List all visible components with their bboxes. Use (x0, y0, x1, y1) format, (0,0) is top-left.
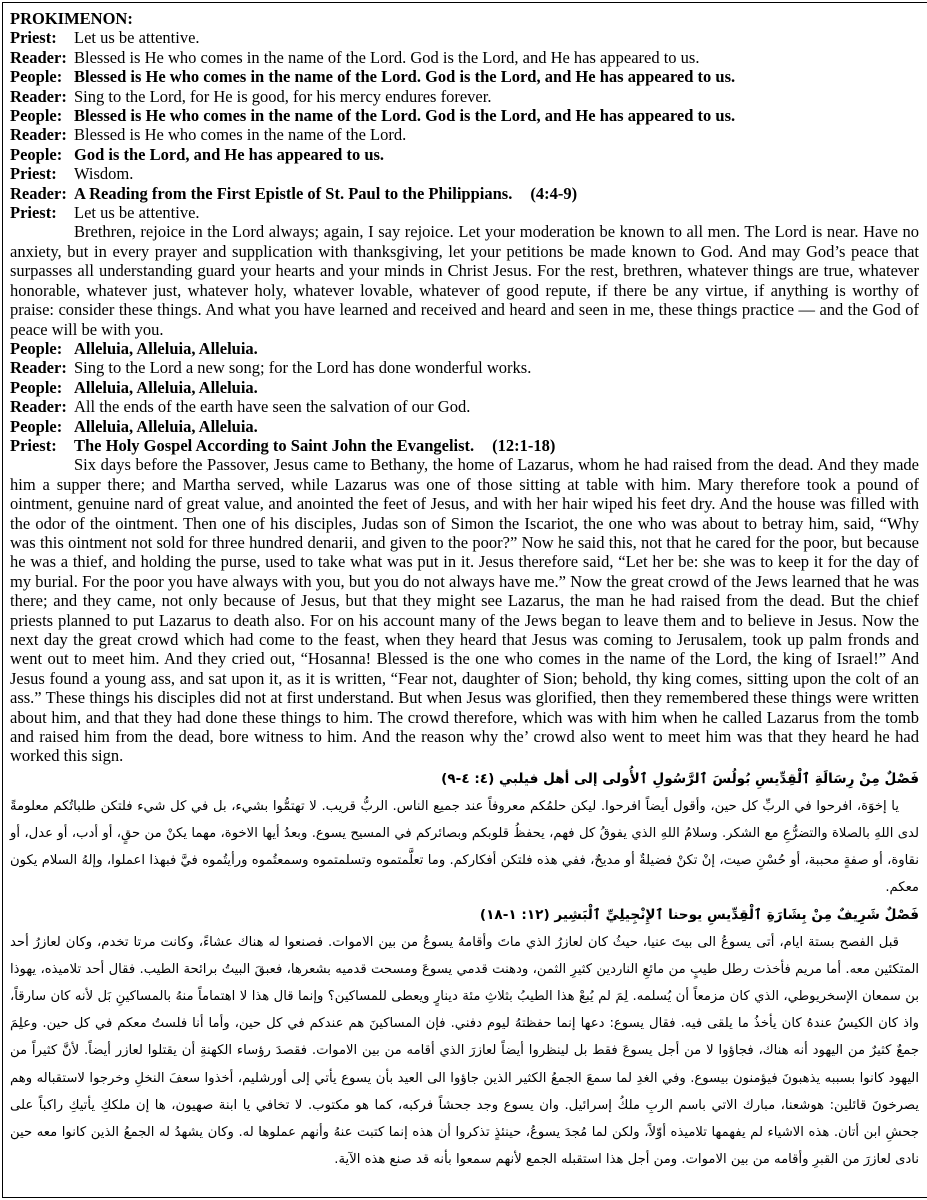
line-text: God is the Lord, and He has appeared to us. (74, 144, 385, 164)
line-text: Blessed is He who comes in the name of the Lord. God is the Lord, and He has appeared to us. (74, 47, 700, 67)
line-text: Alleluia, Alleluia, Alleluia. (74, 338, 258, 358)
epistle-title-text: A Reading from the First Epistle of St. Paul to the Philippians. (74, 183, 513, 203)
role-label: People: (10, 377, 63, 397)
role-label: People: (10, 144, 63, 164)
arabic-gospel-text: قبل الفصح بستة ايام، أتى يسوعُ الى بيتَ عنيا، حيثُ كان لعازرُ الذي ماتَ وأقامهُ يسوعُ من بين الاموات. فصنعوا له هناك عشاءً، وكانت مرتا تخدم، وكان لعازرُ أحد المتكئين معه. أما مريم فأخذت رطل طيبٍ من مائعِ الناردين كثيرِ الثمن، ودهنت قدمي يسوعَ ومسحت قدميه بشعرها، فعبقَ البيتُ برائحة الطيب. فقال أحد تلاميذه، يهوذا بن سمعان الإسخريوطي، الذي كان مزمعاً أن يُسلمه. لِمَ لم يُبعْ هذا الطيبُ بثلاثِ مئة دينارٍ ويعطى للمساكين؟ وإنما قال هذا لا اهتماماً منهُ بالمساكينِ بَل لأنه كان سارقاً، واذ كان الكيسُ عندهُ كان يأخذُ ما يلقى فيه. فقال يسوع: دعها إنما حفظتهُ ليوم دفني. فإن المساكينَ هم عندكم في كل حين، وأما أنا فلستُ معكم في كل حين. وعلِمَ جمعٌ كثيرٌ من اليهود أنه هناك، فجاؤوا لا من أجل يسوعَ فقط بل لينظروا أيضاً لعازرَ الذي أقامه من بين الاموات. فقصدَ رؤساء الكهنةِ أن يقتلوا لعازر أيضاً. لأنَّ كثيراً من اليهود كانوا بسببه يذهبونَ فيؤمنون بيسوع. وفي الغدِ لما سمعَ الجمعُ الكثير الذين جاؤوا الى العيد بأن يسوع يأتي إلى أورشليم، أخذوا سعفَ النخلِ وخرجوا لاستقباله وهم يصرخونَ قائلين: هوشعنا، مبارك الاتي باسم الربِ ملكُ إسرائيل. وان يسوع وجد جحشاً فركبه، كما هو مكتوب. لا تخافي يا ابنة صهيون، ها إن ملككِ يأتيكِ راكباً على جحشِ ابن أتان. هذه الاشياء لم يفهمها تلاميذه أوّلاً، ولكن لما مُجدَ يسوعُ، حينئذٍ تذكروا أن هذه إنما كتبت عنهُ وأنهم عملوها له. وكان يشهدُ له الجمعُ الذين كانوا معه حين نادى لعازرَ من القبرِ وأقامه من بين الاموات. ومن أجل هذا استقبله الجمع لأنهم سمعوا بأنه قد صنع هذه الآية. (10, 934, 919, 1168)
epistle-attend-line (10, 203, 919, 222)
line-text: Let us be attentive. (74, 203, 200, 223)
role-label: Priest: (10, 164, 57, 184)
dialogue-line (10, 417, 919, 436)
arabic-epistle-heading: فَصْلٌ مِنْ رِسَالَةِ ٱلْقِدِّيسِ بُولُسَ ٱلرَّسُولِ ٱلأُولى إلى أهل فيلبي (٤: ٤-٩) (441, 770, 919, 787)
dialogue-line (10, 67, 919, 86)
gospel-title-text: The Holy Gospel According to Saint John the Evangelist. (74, 435, 475, 455)
line-text: Sing to the Lord, for He is good, for his mercy endures forever. (74, 86, 492, 106)
dialogue-line (10, 378, 919, 397)
dialogue-line (10, 106, 919, 125)
dialogue-line (10, 339, 919, 358)
line-text: Blessed is He who comes in the name of the Lord. God is the Lord, and He has appeared to us. (74, 106, 736, 126)
role-label: Reader: (10, 47, 67, 67)
role-label: Reader: (10, 183, 67, 203)
role-label: Reader: (10, 86, 67, 106)
line-text: Wisdom. (74, 164, 134, 184)
epistle-title-line (10, 184, 919, 203)
dialogue-line (10, 397, 919, 416)
dialogue-line (10, 87, 919, 106)
role-label: People: (10, 67, 63, 87)
gospel-reference: (12:1-18) (492, 435, 556, 455)
role-label: People: (10, 416, 63, 436)
role-label: People: (10, 338, 63, 358)
role-label: Priest: (10, 28, 57, 48)
line-text: All the ends of the earth have seen the salvation of our God. (74, 397, 471, 417)
gospel-text: Six days before the Passover, Jesus came to Bethany, the home of Lazarus, whom he had raised from the dead. And they made him a supper there; and Martha served, while Lazarus was one of those sitting at table with him. Mary therefore took a pound of ointment, genuine nard of great value, and anointed the feet of Jesus, and with her hair wiped his feet dry. And the house was filled with the odor of the ointment. Then one of his disciples, Judas son of Simon the Iscariot, the one who was about to betray him, said, “Why was this ointment not sold for three hundred denarii, and given to the poor?” Now he said this, not that he cared for the poor, but because he was a thief, and holding the purse, used to take what was put in it. Jesus therefore said, “Let her be: she was to keep it for the day of my burial. For the poor you have always with you, but you do not always have me.” Now the great crowd of the Jews learned that he was there; and they came, not only because of Jesus, but that they might see Lazarus, the man he had raised from the dead. But the chief priests planned to put Lazarus to death also. For on his account many of the Jews began to leave them and to believe in Jesus. Now the next day the great crowd which had come to the feast, when they heard that Jesus was coming to Jerusalem, took up palm fronds and went out to meet him. And they cried out, “Hosanna! Blessed is the one who comes in the name of the Lord, the king of Israel!” And Jesus found a young ass, and sat upon it, as it is written, “Fear not, daughter of Sion; behold, thy king comes, sitting upon the colt of an ass.” These things his disciples did not at first understand. But when Jesus was glorified, then they remembered these things were written about him, and that they had done these things to him. The crowd therefore, which was with him when he called Lazarus from the tomb and raised him from the dead, bore witness to him. And the reason why the’ crowd also went to meet him was that they heard he had worked this sign. (10, 455, 919, 766)
line-text: Alleluia, Alleluia, Alleluia. (74, 416, 258, 436)
role-label: Reader: (10, 397, 67, 417)
prokimenon-heading: PROKIMENON: (10, 9, 133, 28)
prokimenon-lines (10, 28, 919, 183)
line-text: Let us be attentive. (74, 28, 200, 48)
arabic-epistle-text: يا إخوَة، افرحوا في الربِّ كل حين، وأقول أيضاً افرحوا. ليكن حلمُكم معروفاً عند جميع الناس. الربُّ قريب. لا تهتمُّوا بشيء، بل في كل شيء فلتكن طلباتُكم معلومةً لدى اللهِ بالصلاة والتضرُّعِ مع الشكر. وسلامُ اللهِ الذي يفوقُ كل فهم، يحفظُ قلوبكم وبصائركم في المسيح يسوع. وبعدُ أيها الاخوة، مهما يكنْ من حقٍ، أو أدب، أو عدل، أو نقاوة، أو صفةٍ محببة، أو حُسْنِ صيت، إنْ تكنْ فضيلةٌ أو مديحٌ، ففي هذه فلتكن أفكاركم. وما تعلَّمتموه وتسلمتموه وسمعتُموه ورأيتُموه فيَّ فبهذا اعملوا، وإلهُ السلام يكون معكم. (10, 798, 919, 896)
epistle-title (74, 184, 919, 203)
role-label: Priest: (10, 203, 57, 223)
epistle-text: Brethren, rejoice in the Lord always; again, I say rejoice. Let your moderation be known to all men. The Lord is near. Have no anxiety, but in every prayer and supplication with thanksgiving, let your petitions be made known to God. And may God’s peace that surpasses all understanding guard your hearts and your minds in Christ Jesus. For the rest, brethren, whatever things are true, whatever honorable, whatever just, whatever holy, whatever lovable, whatever of good repute, if there be any virtue, if anything is worthy of praise: consider these things. And what you have learned and received and heard and seen in me, these things practice — and the God of peace will be with you. (10, 222, 919, 339)
role-label: Priest: (10, 435, 57, 455)
dialogue-line (10, 28, 919, 47)
dialogue-line (10, 125, 919, 144)
role-label: Reader: (10, 125, 67, 145)
line-text: Alleluia, Alleluia, Alleluia. (74, 377, 258, 397)
dialogue-line (10, 145, 919, 164)
gospel-title (74, 436, 919, 455)
role-label: Reader: (10, 358, 67, 378)
arabic-gospel-heading: فَصْلٌ شَرِيفٌ مِنْ بِشَارَةِ ٱلْقِدِّيسِ يوحنا ٱلإِنْجِيلِيِّ ٱلْبَشِير (١٢: ١-١٨) (479, 906, 919, 923)
line-text: Sing to the Lord a new song; for the Lord has done wonderful works. (74, 358, 532, 378)
alleluia-lines (10, 339, 919, 436)
dialogue-line (10, 48, 919, 67)
dialogue-line (10, 358, 919, 377)
role-label: People: (10, 106, 63, 126)
gospel-title-line (10, 436, 919, 455)
line-text: Blessed is He who comes in the name of the Lord. God is the Lord, and He has appeared to us. (74, 67, 736, 87)
liturgy-page (2, 2, 927, 1198)
dialogue-line (10, 164, 919, 183)
line-text: Blessed is He who comes in the name of the Lord. (74, 125, 407, 145)
epistle-reference: (4:4-9) (530, 183, 578, 203)
